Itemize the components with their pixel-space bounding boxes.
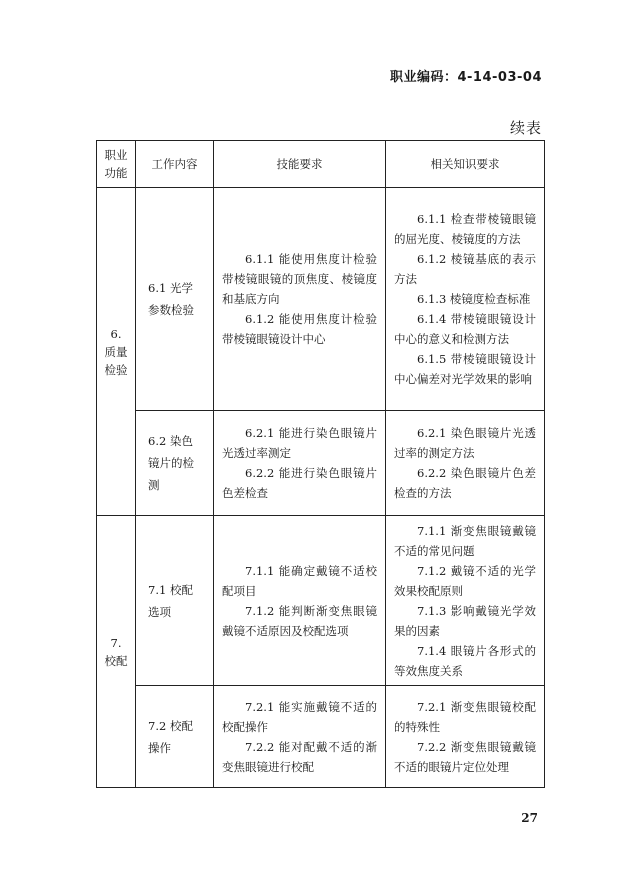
table-row xyxy=(97,188,545,411)
knowledge-item: 7.1.2 戴镜不适的光学效果校配原则 xyxy=(394,563,536,598)
knowledge-item: 6.1.3 棱镜度检查标准 xyxy=(417,292,531,306)
work-cell: 7.1 校配选项 xyxy=(136,516,214,686)
skill-requirements-table xyxy=(96,140,545,788)
work-cell: 7.2 校配操作 xyxy=(136,686,214,788)
knowledge-item: 6.2.2 染色眼镜片色差检查的方法 xyxy=(394,466,536,500)
knowledge-item: 6.2.1 染色眼镜片光透过率的测定方法 xyxy=(394,426,536,460)
work-cell: 6.2 染色镜片的检测 xyxy=(136,411,214,516)
skill-item: 6.2.1 能进行染色眼镜片光透过率测定 xyxy=(222,426,377,460)
knowledge-cell xyxy=(386,516,545,686)
knowledge-item: 6.1.4 带棱镜眼镜设计中心的意义和检测方法 xyxy=(394,312,536,346)
header-function: 职业功能 xyxy=(97,141,136,188)
skill-item: 7.1.2 能判断渐变焦眼镜戴镜不适原因及校配选项 xyxy=(222,603,377,638)
knowledge-item: 6.1.5 带棱镜眼镜设计中心偏差对光学效果的影响 xyxy=(394,352,536,386)
knowledge-item: 7.1.4 眼镜片各形式的等效焦度关系 xyxy=(394,643,536,678)
knowledge-item: 7.2.1 渐变焦眼镜校配的特殊性 xyxy=(394,699,536,734)
table-header-row xyxy=(97,141,545,188)
skill-item: 7.1.1 能确定戴镜不适校配项目 xyxy=(222,563,377,598)
skill-item: 6.1.1 能使用焦度计检验带棱镜眼镜的顶焦度、棱镜度和基底方向 xyxy=(222,252,377,306)
skill-cell xyxy=(214,411,386,516)
knowledge-item: 7.2.2 渐变焦眼镜戴镜不适的眼镜片定位处理 xyxy=(394,739,536,774)
table-row xyxy=(97,516,545,686)
skill-cell xyxy=(214,188,386,411)
knowledge-item: 7.1.3 影响戴镜光学效果的因素 xyxy=(394,603,536,638)
skill-item: 7.2.2 能对配戴不适的渐变焦眼镜进行校配 xyxy=(222,739,377,774)
header-knowledge: 相关知识要求 xyxy=(386,141,545,188)
table-row xyxy=(97,411,545,516)
continued-table-label: 续表 xyxy=(509,119,542,137)
function-cell: 6. 质量检验 xyxy=(97,188,136,516)
skill-cell xyxy=(214,686,386,788)
table-row xyxy=(97,686,545,788)
knowledge-cell xyxy=(386,188,545,411)
skill-item: 6.2.2 能进行染色眼镜片色差检查 xyxy=(222,466,377,500)
knowledge-item: 6.1.1 检查带棱镜眼镜的屈光度、棱镜度的方法 xyxy=(394,212,536,246)
function-cell: 7. 校配 xyxy=(97,516,136,788)
header-work: 工作内容 xyxy=(136,141,214,188)
occupation-code: 职业编码：4-14-03-04 xyxy=(389,70,542,85)
header-skill: 技能要求 xyxy=(214,141,386,188)
knowledge-item: 6.1.2 棱镜基底的表示方法 xyxy=(394,252,536,286)
work-cell: 6.1 光学参数检验 xyxy=(136,188,214,411)
knowledge-cell xyxy=(386,411,545,516)
knowledge-item: 7.1.1 渐变焦眼镜戴镜不适的常见问题 xyxy=(394,523,536,558)
skill-cell xyxy=(214,516,386,686)
skill-item: 7.2.1 能实施戴镜不适的校配操作 xyxy=(222,699,377,734)
knowledge-cell xyxy=(386,686,545,788)
page-number: 27 xyxy=(521,811,538,825)
skill-item: 6.1.2 能使用焦度计检验带棱镜眼镜设计中心 xyxy=(222,312,377,346)
